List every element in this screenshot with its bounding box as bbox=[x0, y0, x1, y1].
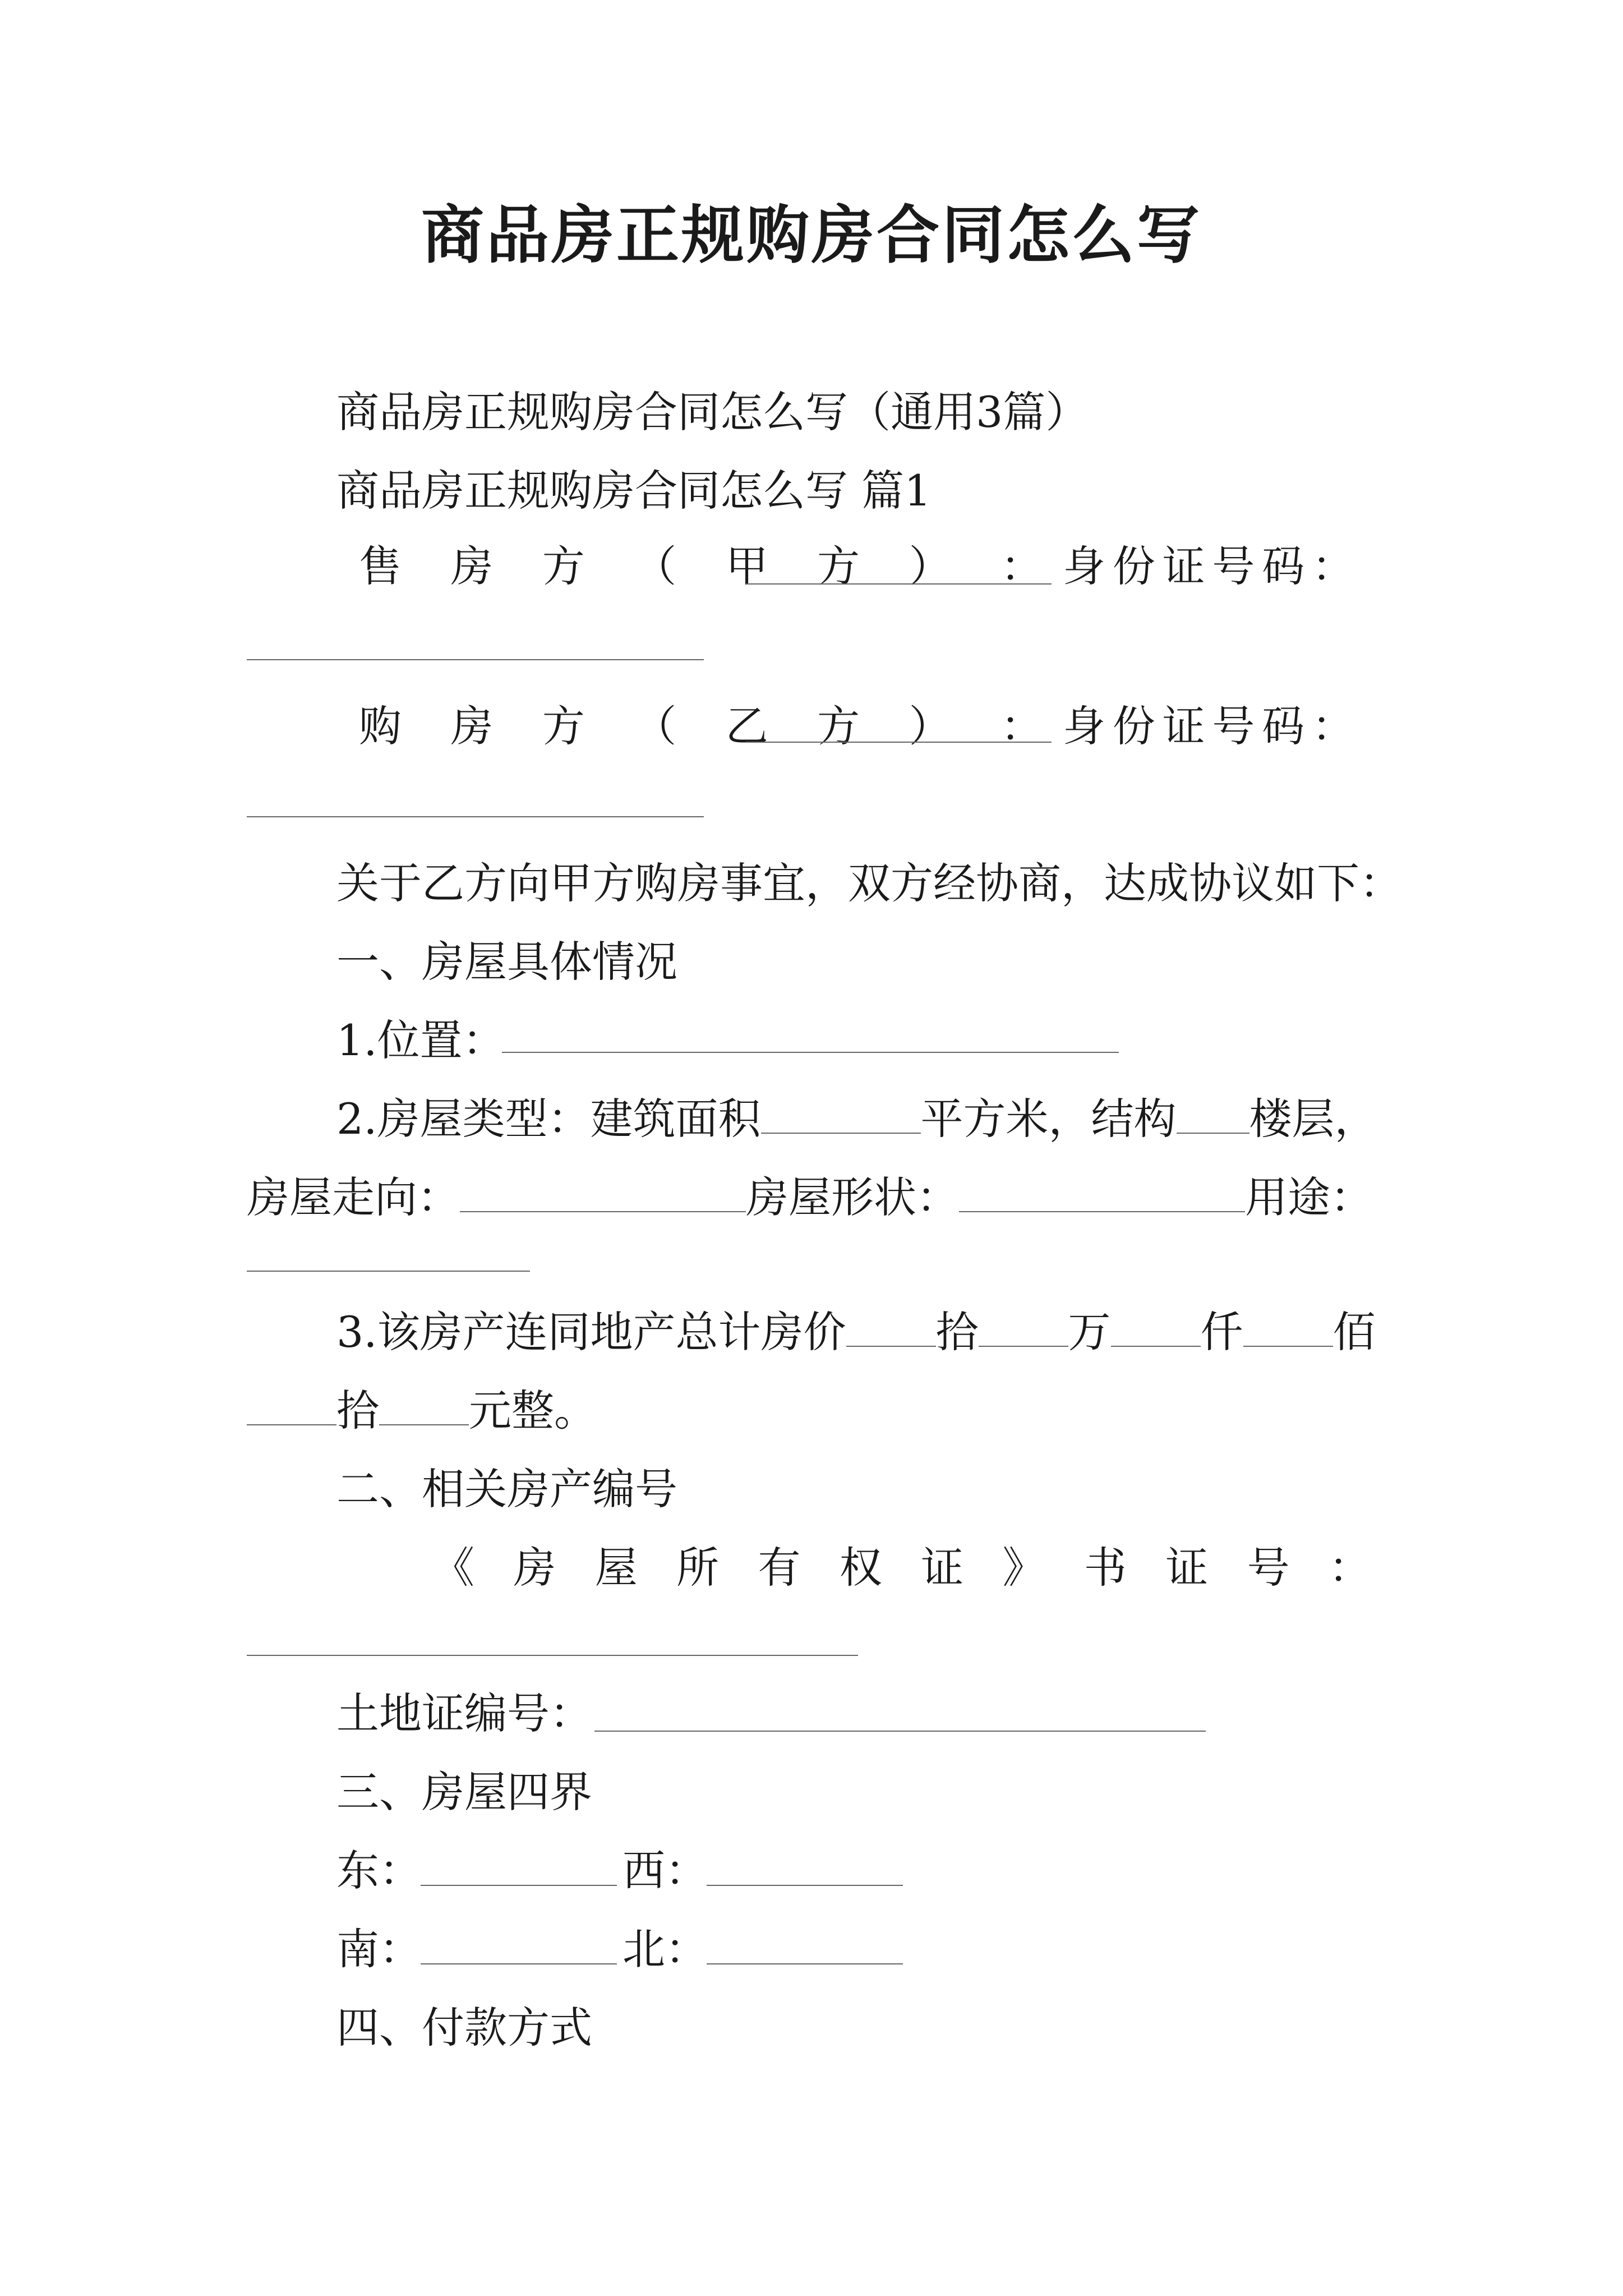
seller-label-char: 售 bbox=[359, 541, 402, 591]
seller-id-char: 号 bbox=[1212, 541, 1255, 591]
price-yuan-blank[interactable] bbox=[379, 1385, 469, 1425]
cert-char: 号 bbox=[1247, 1543, 1290, 1593]
price-shiwan-blank[interactable] bbox=[846, 1306, 936, 1347]
east-label: 东： bbox=[336, 1846, 422, 1895]
price-bai-blank[interactable] bbox=[1243, 1306, 1333, 1347]
unit-shi-2: 拾 bbox=[336, 1386, 379, 1435]
buyer-id-char: 份 bbox=[1112, 701, 1155, 751]
seller-label-char: 方 bbox=[542, 541, 585, 591]
price-row-2 bbox=[247, 1380, 597, 1442]
seller-id-char: 证 bbox=[1162, 541, 1205, 591]
buyer-label-char: 方 bbox=[542, 701, 585, 751]
cert-char: 证 bbox=[921, 1543, 964, 1593]
north-blank[interactable] bbox=[707, 1963, 903, 1964]
document-title: 商品房正规购房合同怎么写 bbox=[421, 199, 1202, 272]
cert-char: 书 bbox=[1083, 1543, 1127, 1593]
buyer-label-char: ： bbox=[1000, 701, 1043, 751]
buyer-label-char: 方 bbox=[817, 701, 860, 751]
section-2-heading: 二、相关房产编号 bbox=[336, 1464, 677, 1514]
seller-label-char: 房 bbox=[450, 541, 494, 591]
sqm-label: 平方米，结构 bbox=[920, 1094, 1177, 1144]
buyer-id-char: 证 bbox=[1162, 701, 1205, 751]
price-label: 3.该房产连同地产总计房价 bbox=[336, 1307, 846, 1357]
price-wan-blank[interactable] bbox=[979, 1306, 1068, 1347]
usage-blank[interactable] bbox=[247, 1271, 530, 1272]
price-row bbox=[336, 1301, 1376, 1363]
house-type-row bbox=[336, 1088, 1377, 1150]
structure-blank[interactable] bbox=[1177, 1093, 1249, 1134]
cert-char: 所 bbox=[676, 1543, 720, 1593]
buyer-label bbox=[359, 696, 1043, 757]
buyer-label-char: ） bbox=[909, 701, 952, 751]
price-qian-blank[interactable] bbox=[1111, 1306, 1201, 1347]
section-4-heading: 四、付款方式 bbox=[336, 2003, 592, 2053]
seller-name-blank[interactable] bbox=[746, 583, 1052, 585]
cert-char: 屋 bbox=[594, 1543, 638, 1593]
property-cert-label bbox=[432, 1537, 1371, 1599]
seller-id-char: 份 bbox=[1112, 541, 1155, 591]
orientation-blank[interactable] bbox=[460, 1172, 746, 1212]
land-cert-label: 土地证编号： bbox=[336, 1688, 592, 1738]
seller-id-char: 身 bbox=[1063, 541, 1105, 591]
shape-blank[interactable] bbox=[959, 1172, 1245, 1212]
seller-label-char: ： bbox=[1000, 541, 1043, 591]
seller-id-char: ： bbox=[1311, 541, 1354, 591]
intro-paragraph: 关于乙方向甲方购房事宜，双方经协商，达成协议如下： bbox=[336, 858, 1402, 908]
seller-id-char: 码 bbox=[1262, 541, 1305, 591]
buyer-label-char: 乙 bbox=[725, 701, 768, 751]
land-cert-blank[interactable] bbox=[594, 1731, 1206, 1732]
cert-char: ： bbox=[1328, 1543, 1371, 1593]
seller-label-char: 甲 bbox=[725, 541, 768, 591]
floors-label: 楼层， bbox=[1249, 1094, 1377, 1144]
buyer-id-char: 码 bbox=[1262, 701, 1305, 751]
section-1-heading: 一、房屋具体情况 bbox=[336, 937, 677, 987]
usage-label: 用途： bbox=[1245, 1172, 1373, 1222]
buyer-id-char: ： bbox=[1311, 701, 1354, 751]
unit-wan: 万 bbox=[1068, 1307, 1111, 1357]
seller-label-char: （ bbox=[634, 541, 677, 591]
cert-char: 权 bbox=[839, 1543, 882, 1593]
south-blank[interactable] bbox=[421, 1963, 617, 1964]
property-cert-blank[interactable] bbox=[247, 1655, 858, 1656]
buyer-label-char: 购 bbox=[359, 701, 402, 751]
seller-id-label bbox=[1063, 536, 1354, 597]
west-label: 西： bbox=[623, 1846, 708, 1895]
location-blank[interactable] bbox=[502, 1052, 1119, 1053]
orientation-row bbox=[247, 1167, 1373, 1228]
cert-char: 房 bbox=[513, 1543, 556, 1593]
north-label: 北： bbox=[623, 1924, 708, 1974]
cert-char: 证 bbox=[1165, 1543, 1209, 1593]
seller-id-blank[interactable] bbox=[247, 659, 704, 660]
west-blank[interactable] bbox=[707, 1885, 903, 1886]
buyer-name-blank[interactable] bbox=[746, 742, 1052, 743]
shape-label: 房屋形状： bbox=[746, 1172, 959, 1222]
section-heading: 商品房正规购房合同怎么写 篇1 bbox=[336, 466, 932, 516]
buyer-id-blank[interactable] bbox=[247, 816, 704, 817]
buyer-id-char: 身 bbox=[1063, 701, 1105, 751]
buyer-id-label bbox=[1063, 696, 1354, 757]
unit-yuan: 元整。 bbox=[469, 1386, 597, 1435]
buyer-label-char: （ bbox=[634, 701, 677, 751]
subtitle: 商品房正规购房合同怎么写（通用3篇） bbox=[336, 387, 1089, 437]
buyer-id-char: 号 bbox=[1212, 701, 1255, 751]
unit-bai: 佰 bbox=[1332, 1307, 1376, 1357]
cert-char: 《 bbox=[432, 1543, 474, 1593]
orientation-label: 房屋走向： bbox=[247, 1172, 460, 1222]
unit-qian: 仟 bbox=[1200, 1307, 1243, 1357]
cert-char: 》 bbox=[1002, 1543, 1045, 1593]
seller-label-char: 方 bbox=[817, 541, 860, 591]
south-label: 南： bbox=[336, 1924, 422, 1974]
cert-char: 有 bbox=[758, 1543, 801, 1593]
unit-shi: 拾 bbox=[935, 1307, 979, 1357]
buyer-label-char: 房 bbox=[450, 701, 494, 751]
section-3-heading: 三、房屋四界 bbox=[336, 1767, 592, 1817]
price-shi-blank[interactable] bbox=[247, 1385, 336, 1425]
area-blank[interactable] bbox=[761, 1093, 921, 1134]
house-type-label: 2.房屋类型：建筑面积 bbox=[336, 1094, 761, 1144]
location-label: 1.位置： bbox=[336, 1015, 505, 1065]
seller-label-char: ） bbox=[909, 541, 952, 591]
seller-label bbox=[359, 536, 1043, 597]
east-blank[interactable] bbox=[421, 1885, 617, 1886]
